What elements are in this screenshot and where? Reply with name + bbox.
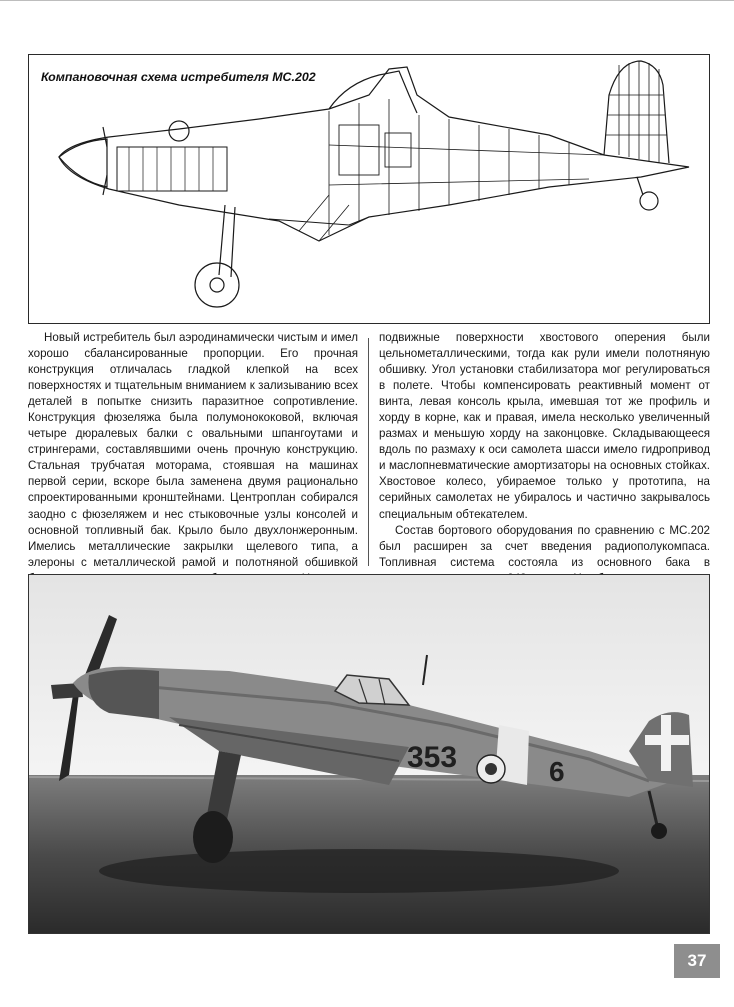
page-number: 37 <box>674 944 720 978</box>
text-column-right <box>379 330 710 587</box>
aft-fuselage-number: 6 <box>549 756 565 787</box>
fuselage-number: 353 <box>407 741 458 774</box>
paragraph: Новый истребитель был аэродинамически чистым и имел хорошо сбалансированные пропорции. Его прочная конструкция отличалась гладкой клепкой на всех поверхностях и тщательным вниманием к зализыванию всех деталей в попытке снизить паразитное сопротивление. Конструкция фюзеляжа была полумонококовой, включая четыре дюралевых балки с овальными шпангоутами и стрингерами, составлявшими очень прочную конструкцию. Стальная трубчатая моторама, стоявшая на машинах первой серии, вскоре была заменена двумя рационально спроектированными кронштейнами. Центроплан собирался заодно с фюзеляжем и нес стыковочные узлы консолей и основной топливный бак. Крыло было двухлонжеронным. Имелись металлические закрылки щелевого типа, а элероны с металлической рамой и полотняной обшивкой <box>28 331 358 569</box>
cutaway-drawing <box>29 55 710 324</box>
aircraft-photo <box>28 574 710 934</box>
figure-title: Компановочная схема истребителя MC.202 <box>41 70 316 84</box>
aircraft-photo-drawing <box>29 575 710 934</box>
top-rule <box>0 0 734 1</box>
paragraph: подвижные поверхности хвостового оперения были цельнометаллическими, тогда как рули имели полотняную обшивку. Угол установки стабилизатора мог регулироваться в полете. Чтобы компенсировать реактивный момент от винта, левая консоль крыла, имевшая тот же профиль и хорду в корне, как и правая, имела несколько увеличенный размах и меньшую хорду на законцовке. Складывающееся вдоль по размаху к оси самолета шасси имело гидропривод и маслопневматические амортизаторы на основных стойках. Хвостовое колесо, убираемое только у прототипа, на серийных самолетах не убиралось и частично закрывалось специальным обтекателем. <box>379 331 710 521</box>
cutaway-diagram <box>28 54 710 324</box>
text-column-left <box>28 330 358 587</box>
paragraph: Состав бортового оборудования по сравнению с MC.202 был расширен за счет введения радиополукомпаса. Топливная система состояла из основного бака в <box>379 523 710 569</box>
column-rule <box>368 338 369 566</box>
